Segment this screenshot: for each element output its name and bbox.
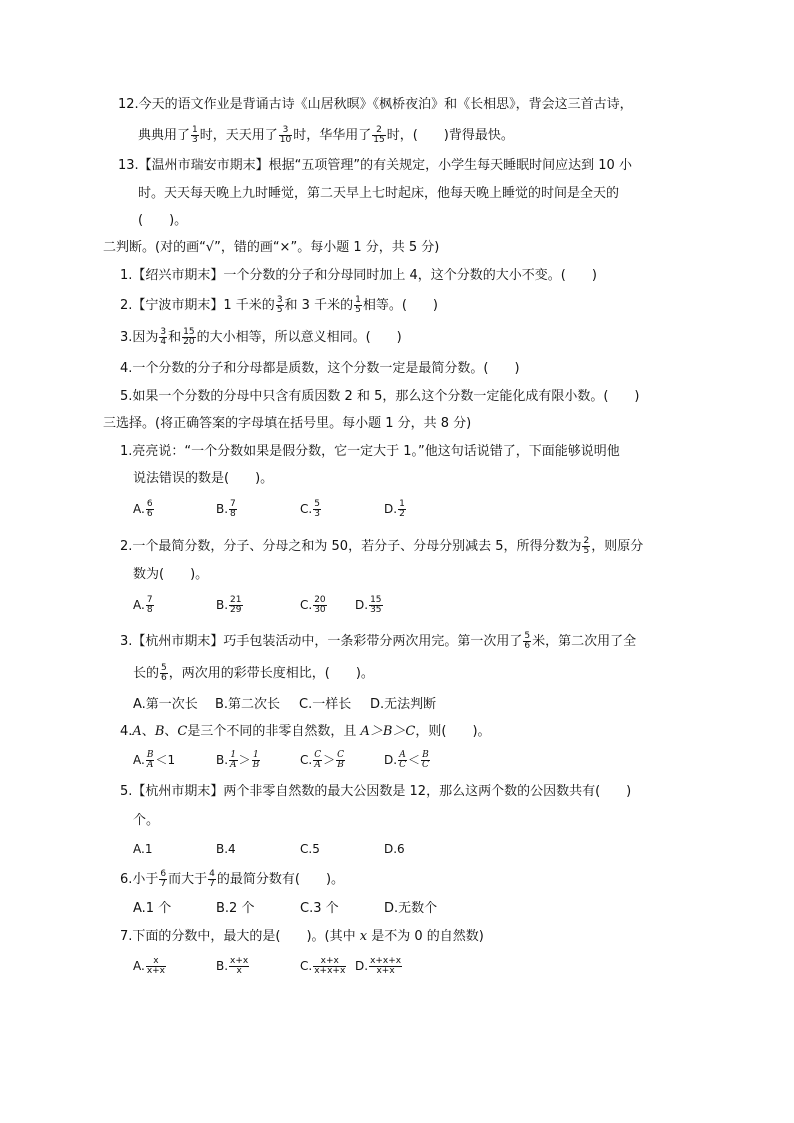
choice-q4-line1: 4.A、B、C是三个不同的非零自然数，且 A＞B＞C，则( )。	[120, 724, 491, 739]
choice-q2-options	[133, 596, 453, 620]
choice-q2-line1: 2.一个最简分数，分子、分母之和为 50，若分子、分母分别减去 5，所得分数为 $\frac{2}{5}$ ，则原分	[120, 536, 644, 556]
q13-line2: 时。天天每天晚上九时睡觉，第二天早上七时起床，他每天晚上睡觉的时间是全天的	[138, 186, 620, 201]
choice-q2-line2: 数为( )。	[133, 567, 209, 582]
judge-q3: 3.因为 $\frac{3}{4}$ 和 $\frac{15}{20}$ 的大小相等，所以意义相同。( )	[120, 327, 402, 347]
option-d: D. $\frac{A}{C}$ ＜ $\frac{B}{C}$	[384, 750, 429, 770]
fraction: $\frac{3}{4}$	[160, 327, 167, 347]
option-d: D.无法判断	[370, 697, 437, 712]
judge-q5: 5.如果一个分数的分母中只含有质因数 2 和 5，那么这个分数一定能化成有限小数。( )	[120, 389, 640, 404]
choice-q7-options	[133, 957, 433, 981]
choice-q6-options	[133, 900, 473, 920]
section3-title: 三选择。(将正确答案的字母填在括号里。每小题 1 分，共 8 分)	[103, 416, 472, 431]
option-d: D.6	[384, 842, 405, 856]
option-c: C. $\frac{5}{3}$	[300, 499, 320, 519]
choice-q5-line2: 个。	[133, 813, 160, 828]
option-a: A.1 个	[133, 901, 172, 916]
q13-line3: ( )。	[138, 213, 188, 228]
option-b: B.4	[216, 842, 236, 856]
choice-q3-line1: 3.【杭州市期末】巧手包装活动中，一条彩带分两次用完。第一次用了 $\frac{5}{6}$ 米，第二次用了全	[120, 631, 637, 651]
fraction: $\frac{4}{7}$	[209, 869, 215, 889]
judge-q1: 1.【绍兴市期末】一个分数的分子和分母同时加上 4，这个分数的大小不变。( )	[120, 268, 597, 283]
option-a: A. $\frac{x}{x+x}$	[133, 956, 166, 976]
fraction: $\frac{1}{3}$	[192, 125, 198, 145]
choice-q1-line1: 1.亮亮说：“一个分数如果是假分数，它一定大于 1。”他这句话说错了，下面能够说明他	[120, 444, 620, 459]
choice-q4-options	[133, 751, 453, 775]
fraction: $\frac{5}{6}$	[524, 631, 531, 651]
choice-q1-line2: 说法错误的数是( )。	[133, 471, 274, 486]
option-b: B. $\frac{21}{29}$	[216, 595, 242, 615]
judge-q4: 4.一个分数的分子和分母都是质数，这个分数一定是最简分数。( )	[120, 361, 520, 376]
option-b: B. $\frac{x+x}{x}$	[216, 956, 249, 976]
option-a: A.第一次长	[133, 697, 198, 712]
option-b: B. $\frac{7}{8}$	[216, 499, 236, 519]
option-a: A. $\frac{7}{8}$	[133, 595, 153, 615]
option-b: B.第二次长	[215, 697, 281, 712]
fraction: $\frac{2}{5}$	[583, 536, 590, 556]
fraction: $\frac{3}{5}$	[276, 295, 283, 315]
option-b: B.2 个	[216, 901, 255, 916]
option-a: A. $\frac{6}{6}$	[133, 499, 153, 519]
fraction: $\frac{2}{15}$	[373, 125, 385, 145]
option-c: C.5	[300, 842, 320, 856]
option-d: D.无数个	[384, 901, 438, 916]
option-c: C. $\frac{20}{30}$	[300, 595, 326, 615]
choice-q5-line1: 5.【杭州市期末】两个非零自然数的最大公因数是 12，那么这两个数的公因数共有( )	[120, 784, 632, 799]
option-c: C.3 个	[300, 901, 339, 916]
option-d: D. $\frac{1}{2}$	[384, 499, 405, 519]
q12-line2: 典典用了 $\frac{1}{3}$ 时，天天用了 $\frac{3}{10}$ 时，华华用了 $\frac{2}{15}$ 时，( )背得最快。	[138, 125, 514, 145]
option-b: B. $\frac{1}{A}$ ＞ $\frac{1}{B}$	[216, 750, 260, 770]
fraction: $\frac{3}{10}$	[279, 125, 292, 145]
q12-line1: 12.今天的语文作业是背诵古诗《山居秋暝》《枫桥夜泊》和《长相思》，背会这三首古诗，	[118, 97, 633, 112]
choice-q6-line1: 6.小于 $\frac{6}{7}$ 而大于 $\frac{4}{7}$ 的最简分数有( )。	[120, 869, 345, 889]
choice-q1-options	[133, 500, 453, 524]
fraction: $\frac{1}{5}$	[355, 295, 361, 315]
option-d: D. $\frac{15}{35}$	[355, 595, 382, 615]
q13-line1: 13.【温州市瑞安市期末】根据“五项管理”的有关规定，小学生每天睡眠时间应达到 10 小	[118, 158, 632, 173]
option-d: D. $\frac{x+x+x}{x+x}$	[355, 956, 402, 976]
fraction: $\frac{5}{6}$	[161, 663, 167, 683]
choice-q3-options	[133, 696, 493, 716]
option-a: A.1	[133, 842, 153, 856]
fraction: $\frac{15}{20}$	[183, 327, 195, 347]
section2-title: 二判断。(对的画“√”，错的画“×”。每小题 1 分，共 5 分)	[103, 240, 440, 255]
judge-q2: 2.【宁波市期末】1 千米的 $\frac{3}{5}$ 和 3 千米的 $\frac{1}{5}$ 相等。( )	[120, 295, 438, 315]
option-c: C.一样长	[299, 697, 352, 712]
option-c: C. $\frac{C}{A}$ ＞ $\frac{C}{B}$	[300, 750, 344, 770]
choice-q5-options	[133, 840, 453, 860]
fraction: $\frac{6}{7}$	[160, 869, 167, 889]
choice-q7-line1: 7.下面的分数中，最大的是( )。(其中 x 是不为 0 的自然数)	[120, 929, 484, 944]
option-c: C. $\frac{x+x}{x+x+x}$	[300, 956, 346, 976]
option-a: A. $\frac{B}{A}$ ＜1	[133, 750, 176, 770]
choice-q3-line2: 长的 $\frac{5}{6}$ ，两次用的彩带长度相比，( )。	[133, 663, 374, 683]
